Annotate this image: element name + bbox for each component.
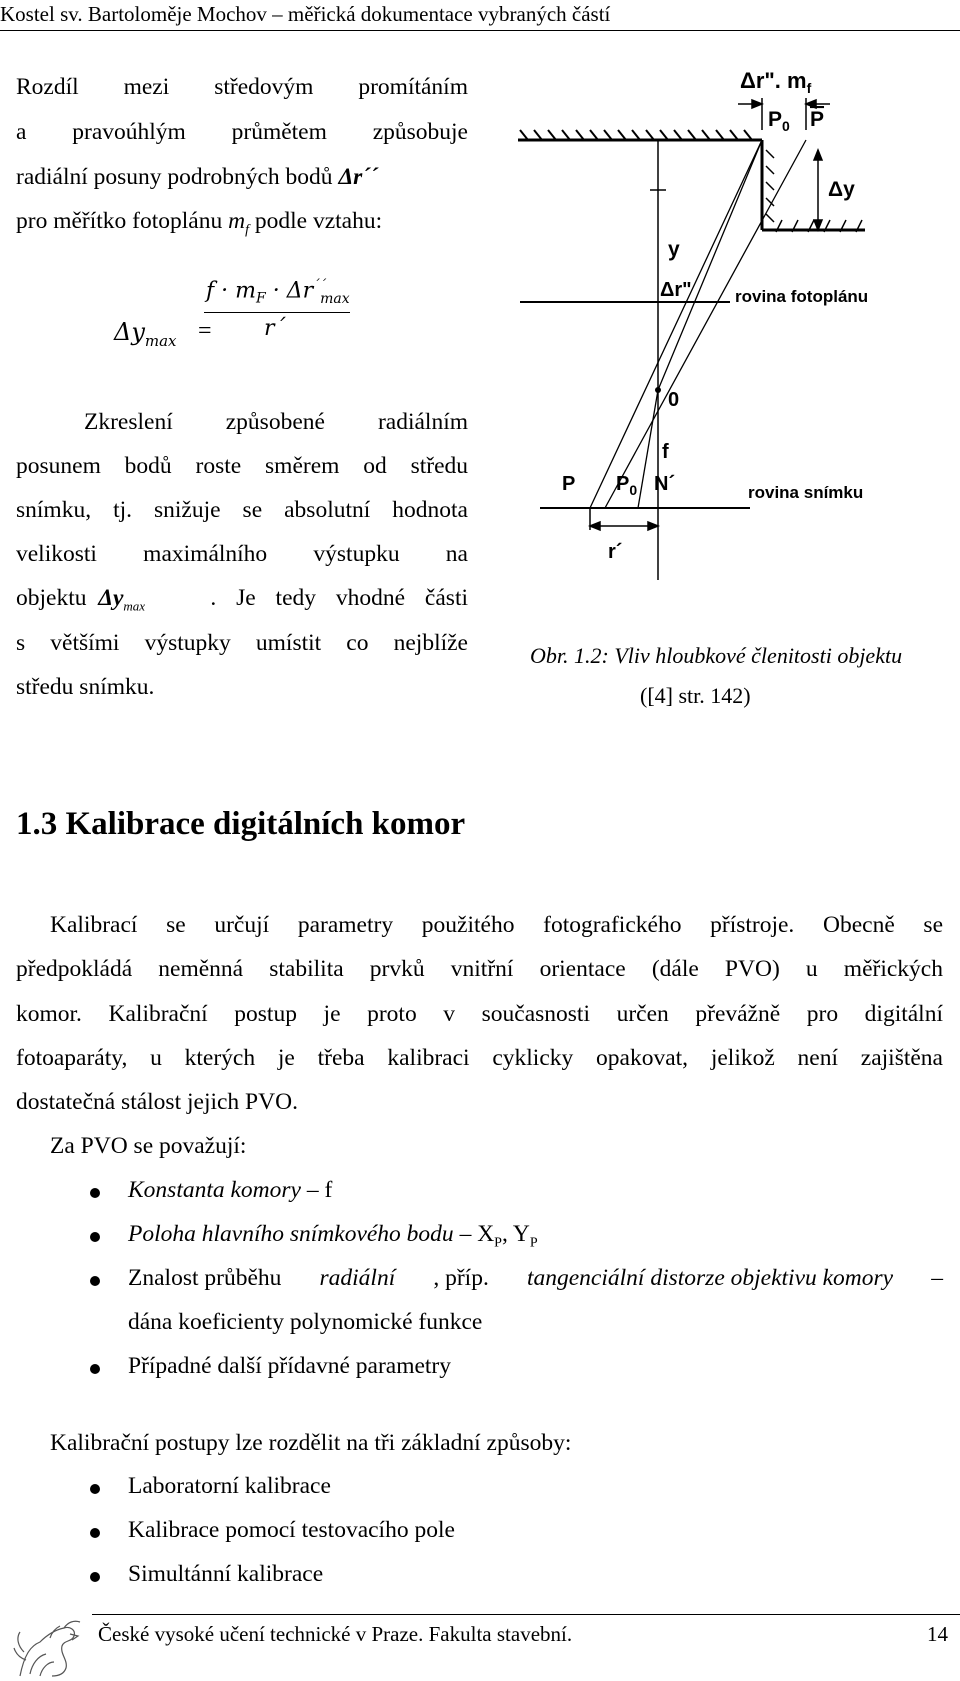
projection-center-point — [655, 387, 661, 393]
pvo-item-3 — [128, 1265, 943, 1292]
formula-lhs-sub: max — [144, 331, 177, 350]
label-o: 0 — [668, 389, 680, 411]
label-top-dim: Δr". $m_f$ — [740, 68, 812, 96]
zk-line-4: velikosti maximálního výstupku na — [16, 541, 468, 567]
pvo-item-1-rest: – f — [300, 1177, 333, 1203]
formula-denominator: r´ — [264, 316, 286, 341]
label-p: P — [562, 473, 576, 495]
method-bullet-2 — [90, 1528, 100, 1538]
diagram-dy-dim — [814, 150, 822, 230]
zk-line-2: posunem bodů roste směrem od středu — [16, 453, 468, 479]
pvo-item-2-sub1: P — [494, 1235, 502, 1251]
pvo-item-3-cont: dána koeficienty polynomické funkce — [128, 1309, 483, 1335]
label-y: y — [668, 238, 680, 261]
pvo-intro: Za PVO se považují: — [50, 1133, 247, 1159]
depth-diagram — [510, 60, 960, 630]
formula-num-sup: ´´ — [313, 278, 327, 293]
label-photo-plane: rovina fotoplánu — [735, 287, 869, 306]
formula-numerator — [206, 278, 350, 307]
figure-caption-source: ([4] str. 142) — [640, 683, 751, 708]
pvo-item-2 — [128, 1221, 538, 1252]
bullet-2 — [90, 1232, 100, 1242]
label-f: f — [662, 441, 669, 463]
pvo-item-3-tail: – — [931, 1265, 943, 1291]
pvo-item-3-italic: radiální — [319, 1265, 396, 1291]
label-r: r´ — [608, 541, 623, 563]
mf-letter: m — [228, 208, 246, 234]
pvo-item-2-rest: – X — [453, 1221, 495, 1247]
method-bullet-3 — [90, 1572, 100, 1582]
pvo-item-3-pre: Znalost průběhu — [128, 1265, 282, 1291]
section-heading: 1.3 Kalibrace digitálních komor — [16, 806, 466, 842]
pvo-item-1 — [128, 1177, 332, 1204]
intro-line-2: a pravoúhlým průmětem způsobuje — [16, 119, 468, 145]
pvo-item-2-italic: Poloha hlavního snímkového bodu — [128, 1221, 454, 1247]
footer-institution: České vysoké učení technické v Praze. Fakulta stavební. — [98, 1622, 573, 1646]
label-p0: $P_0$ — [616, 473, 638, 498]
pvo-item-3-italic2: tangenciální distorze objektivu komory — [526, 1265, 894, 1291]
fraction-bar — [204, 312, 350, 313]
method-item-3: Simultánní kalibrace — [128, 1561, 324, 1587]
intro-line-3-text: radiální posuny podrobných bodů — [16, 164, 333, 190]
pvo-item-1-italic: Konstanta komory — [128, 1177, 301, 1203]
label-dr: Δr" — [660, 279, 692, 301]
pvo-item-2-sub2: P — [529, 1235, 538, 1251]
university-lion-logo — [10, 1616, 90, 1680]
formula-equals: = — [198, 318, 212, 344]
footer-rule — [92, 1614, 960, 1615]
zk-line-5-a — [16, 585, 145, 615]
zk-line-1: Zkreslení způsobené radiálním — [84, 409, 468, 435]
method-bullet-1 — [90, 1484, 100, 1494]
body-line-4: fotoaparáty, u kterých je třeba kalibraci cyklicky opakovat, jelikož není zajištěna — [16, 1045, 943, 1071]
diagram-ground-hatch — [518, 130, 762, 140]
zk-line-5-word: objektu — [16, 585, 87, 611]
label-n: N´ — [654, 473, 676, 495]
body-line-1: Kalibrací se určují parametry použitého fotografického přístroje. Obecně se — [50, 912, 943, 938]
methods-intro: Kalibrační postupy lze rozdělit na tři základní způsoby: — [50, 1430, 572, 1456]
intro-line-4-text: pro měřítko fotoplánu — [16, 208, 223, 234]
label-p-bar: P — [810, 108, 825, 131]
body-line-5: dostatečná stálost jejich PVO. — [16, 1089, 298, 1115]
header-title: Kostel sv. Bartoloměje Mochov – měřická dokumentace vybraných částí — [0, 2, 611, 26]
body-line-3: komor. Kalibrační postup je proto v současnosti určen převážně pro digitální — [16, 1001, 943, 1027]
mf-sub: f — [245, 222, 249, 238]
mf-symbol — [228, 208, 249, 238]
intro-line-4-tail: podle vztahu: — [254, 208, 383, 234]
bullet-3 — [90, 1276, 100, 1286]
zk-line-5-b: . Je tedy vhodné části — [210, 585, 468, 611]
formula-num-delta: · Δr — [272, 278, 314, 304]
formula-num-sub2: max — [320, 290, 350, 307]
label-dy: Δy — [828, 178, 855, 201]
label-image-plane: rovina snímku — [748, 483, 864, 502]
zk-line-7: středu snímku. — [16, 674, 155, 700]
intro-line-1: Rozdíl mezi středovým promítáním — [16, 74, 468, 100]
delta-r-symbol: Δr´´ — [338, 164, 378, 190]
formula-num-sub: F — [255, 290, 266, 307]
intro-line-4 — [16, 208, 382, 239]
dy-sub: max — [123, 598, 146, 614]
page-number: 14 — [927, 1622, 948, 1646]
formula-num-text: f · m — [206, 278, 256, 304]
zk-line-3: snímku, tj. snižuje se absolutní hodnota — [16, 497, 468, 523]
zk-line-6: s většími výstupky umístit co nejblíže — [16, 630, 468, 656]
body-line-2: předpokládá neměnná stabilita prvků vnitřní orientace (dále PVO) u měřických — [16, 956, 943, 982]
figure-caption: Obr. 1.2: Vliv hloubkové členitosti objektu — [530, 643, 903, 668]
label-p0-top: $P_0$ — [768, 108, 790, 134]
bullet-4 — [90, 1364, 100, 1374]
method-item-1: Laboratorní kalibrace — [128, 1473, 331, 1499]
intro-line-3 — [16, 164, 486, 191]
zk-line-5 — [16, 585, 468, 615]
method-item-2: Kalibrace pomocí testovacího pole — [128, 1517, 455, 1543]
dy-symbol — [98, 585, 146, 614]
formula-lhs — [114, 318, 177, 350]
bullet-1 — [90, 1188, 100, 1198]
pvo-item-3-rest: , příp. — [433, 1265, 489, 1291]
dy-text: Δy — [98, 585, 124, 611]
diagram-r-dim — [590, 508, 658, 530]
pvo-item-2-mid: , Y — [501, 1221, 530, 1247]
formula-lhs-text: Δy — [114, 318, 145, 346]
pvo-item-4: Případné další přídavné parametry — [128, 1353, 452, 1379]
page-footer — [0, 1614, 960, 1681]
page-header — [0, 0, 960, 31]
diagram-rays — [590, 140, 806, 508]
